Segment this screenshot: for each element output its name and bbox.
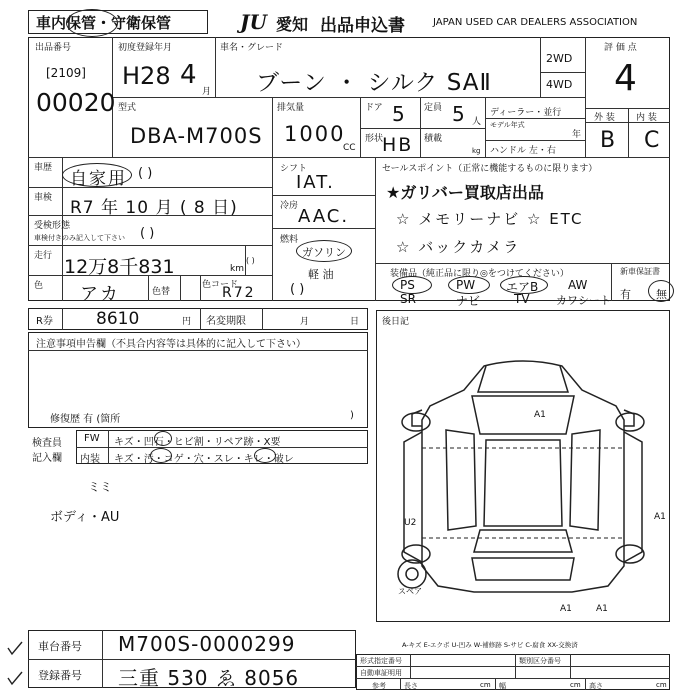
capacity-unit: 人 — [472, 117, 482, 127]
inspector-circle-dent — [154, 431, 172, 446]
equipment-item-ps: PS — [400, 278, 415, 292]
acceptance-label: 受検形態 — [34, 221, 71, 231]
inspector-row2: キズ・汚・コゲ・穴・スレ・キレ・破レ — [114, 454, 294, 465]
model-label: 車名・グレード — [220, 43, 284, 53]
equipment-item-kawaseat: カワシート — [556, 294, 611, 307]
exterior-grade: B — [600, 128, 618, 153]
mileage-unit: km — [230, 264, 244, 274]
dealer-label: ディーラー・並行 — [490, 108, 562, 118]
form-title: 出品申込書 — [320, 16, 405, 36]
sales-points-line1: ☆ メモリーナビ ☆ ETC — [396, 210, 584, 228]
sales-points-line2: ☆ バックカメラ — [396, 238, 521, 256]
recycle-label: R券 — [36, 316, 53, 327]
fuel-paren: ( ) — [290, 282, 305, 297]
color-code-value: R72 — [222, 285, 256, 301]
lot-number: 00020 — [36, 88, 116, 117]
inspector-row2-head: 内装 — [80, 454, 100, 465]
inspector-mark-1: ミミ — [88, 480, 113, 494]
height-label: 高さ — [589, 682, 603, 690]
association-name: JAPAN USED CAR DEALERS ASSOCIATION — [433, 17, 638, 28]
registration-number-value: 三重 530 ゑ 8056 — [118, 666, 300, 690]
load-unit: kg — [472, 147, 481, 155]
shift-value: IAT. — [296, 172, 335, 193]
damage-mark-5: A1 — [596, 604, 608, 614]
warranty-yes: 有 — [620, 288, 631, 301]
paint-change-label: 色替 — [152, 287, 171, 297]
drive-4wd: 4WD — [546, 78, 573, 91]
repair-close: ) — [350, 410, 354, 421]
height-unit: cm — [656, 681, 667, 689]
mileage-paren: ( ) — [246, 256, 255, 265]
fuel-value: ガソリン — [302, 246, 346, 259]
equipment-circle-pw — [448, 276, 490, 294]
registration-label: 初度登録年月 — [118, 43, 173, 53]
damage-mark-4: A1 — [654, 512, 666, 522]
history-label: 車歴 — [34, 163, 53, 173]
registration-month-unit: 月 — [202, 87, 212, 97]
interior-label: 内 装 — [636, 113, 657, 123]
cert-label: 自動車証明用 — [360, 669, 402, 677]
warranty-label: 新車保証書 — [620, 267, 660, 276]
shape-label: 形状 — [365, 134, 384, 144]
inspector-mark-2: ボディ・AU — [50, 510, 120, 525]
warranty-circle — [648, 280, 674, 302]
exterior-label: 外 装 — [594, 113, 615, 123]
chassis-value: M700S-0000299 — [118, 632, 296, 656]
width-unit: cm — [570, 681, 581, 689]
repair-history: 修復歴 有 (箇所 — [50, 414, 121, 425]
load-label: 積載 — [424, 134, 443, 144]
color-code-label: 色コード — [202, 280, 239, 290]
damage-legend: A-キズ E-エクボ U-凹み W-補修跡 S-サビ C-腐食 XX-交換済 — [402, 641, 578, 649]
color-label: 色 — [34, 281, 44, 291]
acceptance-note: 車検付きのみ記入して下さい — [34, 234, 125, 242]
notes-label: 注意事項申告欄（不具合内容等は具体的に記入して下さい） — [36, 339, 306, 350]
equipment-item-aw: AW — [568, 278, 588, 292]
sales-points-label: セールスポイント（正常に機能するものに限ります） — [382, 164, 598, 174]
inspection-value: R7 年 10 月 ( 8 日) — [70, 198, 238, 218]
deadline-label: 名変期限 — [206, 316, 246, 327]
registration-month: 4 — [180, 60, 199, 90]
doors-label: ドア — [365, 103, 383, 113]
deadline-day: 日 — [350, 317, 360, 327]
lot-label: 出品番号 — [35, 43, 72, 53]
car-diagram-icon — [376, 330, 670, 600]
score-value: 4 — [614, 58, 639, 99]
deadline-month: 月 — [300, 317, 310, 327]
displacement-value: 1000 — [284, 122, 346, 146]
inspector-circle-dirt — [150, 448, 172, 463]
handle-label: ハンドル 左・右 — [490, 146, 556, 156]
registration-number-label: 登録番号 — [38, 669, 82, 682]
mileage-value: 12万8千831 — [64, 256, 175, 278]
color-value: アカ — [80, 284, 120, 305]
type-value: DBA-M700S — [130, 124, 263, 148]
recycle-value: 8610 — [96, 309, 140, 329]
capacity-label: 定員 — [424, 103, 443, 113]
equipment-item-sr: SR — [400, 292, 416, 306]
damage-mark-3: U2 — [404, 518, 417, 528]
sales-points-headline: ★ガリバー買取店出品 — [386, 183, 544, 202]
ref-label-1: 参考 — [372, 682, 386, 690]
chassis-label: 車台番号 — [38, 640, 82, 653]
diagram-label: 後日記 — [382, 317, 410, 327]
ju-logo: JU — [240, 10, 267, 34]
equipment-circle-airbag — [500, 276, 548, 294]
inspector-label-2: 記入欄 — [32, 453, 62, 464]
acceptance-paren: ( ) — [140, 226, 155, 241]
equipment-item-navi: ナビ — [456, 294, 481, 308]
form-number-label: 形式指定番号 — [360, 657, 402, 665]
shape-value: HB — [382, 134, 414, 156]
cooler-value: AAC. — [298, 206, 350, 227]
org-name: 愛知 — [276, 15, 309, 34]
storage-label: 車内保管・守衛保管 — [36, 14, 172, 32]
lot-bracket: [2109] — [46, 66, 86, 80]
fuel-alt: 軽 油 — [308, 268, 334, 281]
history-paren: ( ) — [138, 166, 153, 181]
damage-mark-1: A1 — [534, 410, 546, 420]
shift-label: シフト — [280, 164, 308, 174]
inspector-row1: キズ・凹石・ヒビ割・リペア跡・X要 — [114, 437, 281, 448]
storage-circle — [66, 9, 118, 37]
equipment-circle-ps — [392, 276, 432, 294]
score-label: 評 価 点 — [604, 43, 637, 53]
recycle-row — [28, 308, 368, 330]
inspector-label-1: 検査員 — [32, 438, 62, 449]
history-value: 自家用 — [70, 169, 127, 189]
spare-label: スペア — [398, 587, 422, 596]
checkmark-icon — [6, 640, 26, 690]
width-label: 幅 — [499, 682, 506, 690]
fuel-label: 燃料 — [280, 235, 299, 245]
drive-2wd: 2WD — [546, 52, 573, 65]
model-name: ブーン ・ シルク SAⅡ — [256, 70, 492, 96]
cooler-label: 冷房 — [280, 201, 299, 211]
type-label: 型式 — [118, 103, 137, 113]
equipment-item-airbag: エアB — [506, 280, 539, 294]
inspection-label: 車検 — [34, 193, 53, 203]
warranty-no: 無 — [656, 288, 667, 301]
displacement-label: 排気量 — [277, 103, 305, 113]
equipment-item-pw: PW — [456, 278, 476, 292]
interior-grade: C — [644, 128, 662, 153]
cc-unit: CC — [343, 143, 356, 153]
length-label: 長さ — [404, 682, 418, 690]
equipment-item-tv: TV — [514, 292, 530, 306]
mileage-label: 走行 — [34, 251, 53, 261]
capacity-value: 5 — [452, 102, 467, 126]
damage-mark-2: A1 — [560, 604, 572, 614]
doors-value: 5 — [392, 102, 407, 126]
model-year-unit: 年 — [572, 130, 582, 140]
equipment-label: 装備品（純正品に限り◎をつけてください） — [390, 269, 569, 279]
inspector-row1-head: FW — [84, 433, 100, 444]
type-number-label: 類別区分番号 — [519, 657, 561, 665]
model-year-label: モデル年式 — [490, 121, 525, 129]
inspector-circle-scuff — [254, 448, 276, 463]
recycle-unit: 円 — [182, 317, 192, 327]
registration-era-year: H28 — [122, 62, 171, 90]
length-unit: cm — [480, 681, 491, 689]
